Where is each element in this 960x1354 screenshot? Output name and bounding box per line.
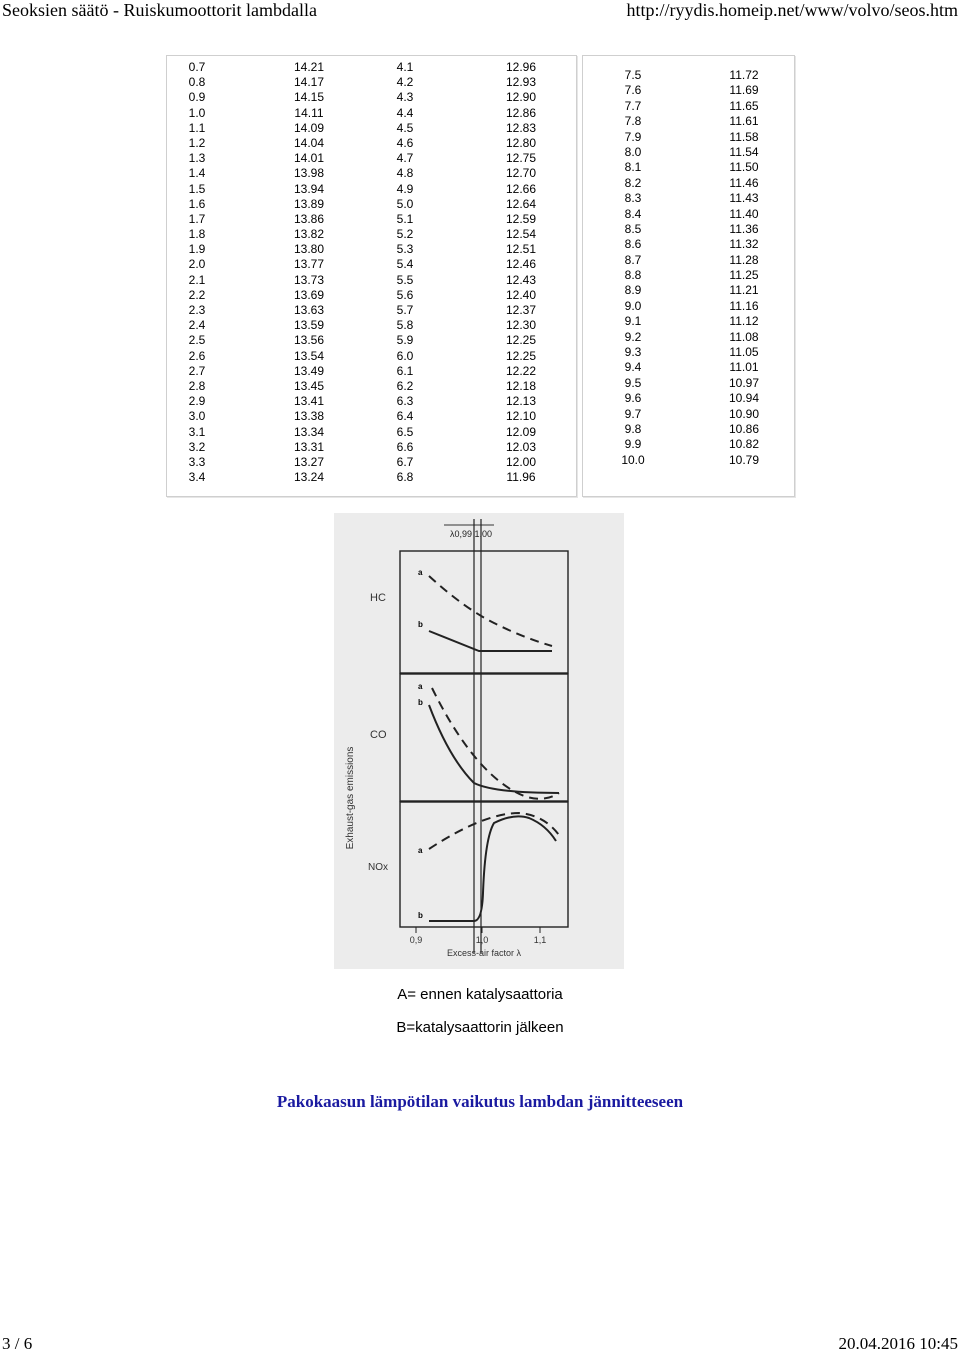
y-axis-label: Exhaust-gas emissions (345, 746, 356, 850)
table-cell: 9.7 (624, 406, 642, 421)
table-cell: 11.96 (506, 470, 536, 485)
table-cell: 1.4 (188, 166, 206, 181)
table-cell: 10.82 (728, 437, 760, 452)
table-cell: 10.0 (621, 452, 645, 467)
table-cell: 13.31 (293, 439, 325, 454)
page-number: 3 / 6 (2, 1334, 33, 1353)
table-cell: 0.8 (188, 75, 206, 90)
table-cell: 8.0 (624, 144, 642, 159)
table-cell: 14.04 (293, 135, 325, 150)
table-cell: 6.7 (396, 454, 414, 469)
table-cell: 12.66 (505, 181, 537, 196)
table-cell: 10.86 (728, 421, 760, 436)
table-cell: 12.75 (505, 151, 537, 166)
table-column (720, 68, 768, 468)
table-cell: 8.6 (624, 237, 642, 252)
table-cell: 11.54 (729, 144, 759, 159)
table-cell: 12.03 (505, 439, 537, 454)
table-cell: 1.6 (188, 196, 206, 211)
nox-label-b: b (418, 911, 423, 920)
table-cell: 13.54 (293, 348, 325, 363)
table-cell: 12.00 (505, 454, 537, 469)
table-cell: 12.37 (505, 303, 537, 317)
table-cell: 8.4 (624, 206, 642, 221)
table-cell: 14.15 (293, 90, 325, 105)
nox-curve-a (429, 813, 559, 849)
table-cell: 11.43 (729, 191, 759, 206)
table-cell: 8.1 (624, 160, 642, 175)
panel-label-co: CO (370, 729, 387, 741)
table-cell: 13.24 (293, 470, 325, 485)
page-url[interactable]: http://ryydis.homeip.net/www/volvo/seos.htm (626, 0, 958, 20)
table-cell: 11.69 (729, 83, 759, 98)
table-cell: 10.97 (728, 375, 760, 390)
table-cell: 11.61 (729, 114, 759, 129)
x-tick-label: 1,0 (475, 935, 489, 945)
co-label-a: a (418, 682, 423, 691)
table-cell: 13.69 (293, 287, 325, 302)
table-cell: 1.2 (188, 135, 206, 150)
table-cell: 12.46 (505, 257, 537, 272)
table-cell: 7.9 (624, 129, 642, 144)
table-cell: 12.40 (505, 287, 537, 302)
table-cell: 8.8 (624, 268, 642, 283)
table-cell: 5.0 (396, 196, 414, 211)
co-panel (400, 674, 568, 801)
table-cell: 13.59 (293, 318, 325, 333)
nox-curve-b (429, 816, 556, 921)
table-cell: 5.7 (396, 303, 414, 317)
table-cell: 13.49 (293, 363, 325, 378)
table-cell: 3.3 (188, 454, 206, 469)
x-axis-label: Excess-air factor λ (446, 948, 522, 958)
table-cell: 6.3 (396, 394, 414, 409)
table-cell: 2.2 (188, 287, 206, 302)
table-cell: 2.3 (188, 303, 206, 317)
table-cell: 7.6 (624, 83, 642, 98)
table-cell: 13.27 (293, 454, 325, 469)
table-cell: 11.46 (729, 175, 759, 190)
table-cell: 6.0 (396, 348, 414, 363)
table-cell: 12.70 (505, 166, 537, 181)
table-cell: 6.2 (396, 378, 414, 393)
caption-b: B=katalysaattorin jälkeen (396, 1019, 564, 1036)
table-cell: 11.65 (729, 98, 759, 113)
table-cell: 13.45 (293, 378, 325, 393)
table-cell: 2.5 (188, 333, 206, 348)
table-cell: 13.38 (293, 409, 325, 424)
ratio-table-right (582, 55, 795, 497)
table-cell: 5.1 (396, 211, 414, 226)
table-cell: 2.7 (188, 363, 206, 378)
table-cell: 12.09 (505, 424, 537, 439)
table-cell: 12.10 (505, 409, 537, 424)
table-cell: 3.4 (188, 470, 206, 485)
document-title: Seoksien säätö - Ruiskumoottorit lambdalla (2, 0, 317, 20)
table-cell: 8.9 (624, 283, 642, 298)
table-cell: 9.2 (624, 329, 642, 344)
table-cell: 14.21 (293, 60, 325, 74)
table-cell: 13.98 (293, 166, 325, 181)
table-cell: 11.36 (729, 221, 759, 236)
table-cell: 2.8 (188, 378, 206, 393)
table-cell: 0.9 (188, 90, 206, 105)
table-cell: 12.86 (505, 105, 537, 120)
table-cell: 6.4 (396, 409, 414, 424)
table-cell: 4.5 (396, 120, 414, 135)
table-cell: 13.34 (293, 424, 325, 439)
table-cell: 3.0 (188, 409, 206, 424)
table-cell: 9.4 (624, 360, 642, 375)
table-cell: 12.30 (505, 318, 537, 333)
table-cell: 3.2 (188, 439, 206, 454)
lambda-marker-label: λ0,99 1,00 (450, 529, 493, 539)
table-cell: 11.58 (729, 129, 759, 144)
caption-a: A= ennen katalysaattoria (397, 986, 563, 1003)
table-cell: 13.56 (293, 333, 325, 348)
table-cell: 4.7 (396, 151, 414, 166)
table-cell: 2.9 (188, 394, 206, 409)
table-cell: 5.3 (396, 242, 414, 257)
nox-label-a: a (418, 846, 423, 855)
table-cell: 11.16 (729, 298, 759, 313)
x-tick-label: 0,9 (409, 935, 423, 945)
table-cell: 12.51 (505, 242, 537, 257)
table-cell: 7.7 (624, 98, 642, 113)
panel-label-nox: NOx (368, 862, 388, 873)
table-cell: 1.9 (188, 242, 206, 257)
table-cell: 4.8 (396, 166, 414, 181)
table-cell: 11.01 (729, 360, 759, 375)
table-cell: 13.89 (293, 196, 325, 211)
emissions-figure (334, 513, 624, 969)
table-cell: 0.7 (188, 60, 206, 74)
table-cell: 9.9 (624, 437, 642, 452)
table-cell: 9.1 (624, 314, 642, 329)
table-cell: 13.86 (293, 211, 325, 226)
ratio-table-left (166, 55, 577, 497)
table-cell: 10.90 (728, 406, 760, 421)
hc-panel (400, 551, 568, 673)
table-cell: 4.6 (396, 135, 414, 150)
table-cell: 4.2 (396, 75, 414, 90)
section-title: Pakokaasun lämpötilan vaikutus lambdan jännitteeseen (276, 1092, 684, 1111)
table-cell: 2.6 (188, 348, 206, 363)
table-cell: 9.8 (624, 421, 642, 436)
table-cell: 12.54 (505, 227, 537, 242)
table-cell: 2.0 (188, 257, 206, 272)
table-cell: 12.93 (505, 75, 537, 90)
table-cell: 11.32 (729, 237, 759, 252)
table-cell: 12.25 (505, 348, 537, 363)
table-cell: 14.17 (293, 75, 325, 90)
table-cell: 5.2 (396, 227, 414, 242)
table-column (385, 60, 425, 485)
table-cell: 2.1 (188, 272, 206, 287)
table-cell: 4.1 (396, 60, 414, 74)
table-cell: 7.8 (624, 114, 642, 129)
table-cell: 11.72 (729, 68, 759, 82)
table-cell: 11.25 (729, 268, 759, 283)
table-cell: 6.5 (396, 424, 414, 439)
table-cell: 1.7 (188, 211, 206, 226)
table-cell: 8.5 (624, 221, 642, 236)
table-cell: 12.96 (505, 60, 537, 74)
table-cell: 11.12 (729, 314, 759, 329)
table-cell: 13.80 (293, 242, 325, 257)
table-cell: 3.1 (188, 424, 206, 439)
co-curve-a (432, 688, 559, 799)
table-cell: 13.63 (293, 303, 325, 317)
table-cell: 12.59 (505, 211, 537, 226)
hc-curve-a (429, 576, 552, 646)
table-cell: 8.3 (624, 191, 642, 206)
table-cell: 9.3 (624, 345, 642, 360)
table-cell: 4.3 (396, 90, 414, 105)
table-cell: 12.83 (505, 120, 537, 135)
hc-label-b: b (418, 620, 423, 629)
table-cell: 12.25 (505, 333, 537, 348)
table-cell: 12.80 (505, 135, 537, 150)
table-cell: 13.82 (293, 227, 325, 242)
table-cell: 5.4 (396, 257, 414, 272)
hc-label-a: a (418, 568, 423, 577)
table-cell: 12.43 (505, 272, 537, 287)
table-column (177, 60, 217, 485)
table-cell: 9.5 (624, 375, 642, 390)
table-column (285, 60, 333, 485)
table-cell: 1.3 (188, 151, 206, 166)
table-cell: 6.8 (396, 470, 414, 485)
table-cell: 6.6 (396, 439, 414, 454)
panel-label-hc: HC (370, 592, 386, 604)
table-cell: 11.05 (729, 345, 759, 360)
table-cell: 13.94 (293, 181, 325, 196)
table-cell: 11.50 (729, 160, 759, 175)
table-cell: 12.22 (505, 363, 537, 378)
table-cell: 10.94 (728, 391, 760, 406)
table-cell: 5.5 (396, 272, 414, 287)
print-datetime: 20.04.2016 10:45 (838, 1334, 958, 1353)
table-cell: 6.1 (396, 363, 414, 378)
table-cell: 9.0 (624, 298, 642, 313)
table-column (497, 60, 545, 485)
table-cell: 13.77 (293, 257, 325, 272)
table-cell: 1.1 (188, 120, 206, 135)
table-cell: 4.9 (396, 181, 414, 196)
co-label-b: b (418, 698, 423, 707)
table-cell: 11.28 (729, 252, 759, 267)
table-cell: 8.2 (624, 175, 642, 190)
table-cell: 5.6 (396, 287, 414, 302)
table-cell: 12.18 (505, 378, 537, 393)
table-cell: 1.0 (188, 105, 206, 120)
table-cell: 11.21 (729, 283, 759, 298)
table-cell: 11.40 (729, 206, 759, 221)
table-cell: 12.90 (505, 90, 537, 105)
table-cell: 13.73 (293, 272, 325, 287)
table-cell: 12.64 (505, 196, 537, 211)
table-cell: 1.5 (188, 181, 206, 196)
table-cell: 11.08 (729, 329, 759, 344)
x-tick-label: 1,1 (533, 935, 547, 945)
table-cell: 7.5 (624, 68, 642, 82)
table-cell: 1.8 (188, 227, 206, 242)
table-cell: 13.41 (293, 394, 325, 409)
table-cell: 14.01 (293, 151, 325, 166)
table-cell: 10.79 (728, 452, 760, 467)
table-cell: 8.7 (624, 252, 642, 267)
table-cell: 12.13 (505, 394, 537, 409)
table-cell: 2.4 (188, 318, 206, 333)
table-cell: 5.9 (396, 333, 414, 348)
table-cell: 5.8 (396, 318, 414, 333)
table-cell: 14.11 (294, 105, 324, 120)
table-column (613, 68, 653, 468)
table-cell: 9.6 (624, 391, 642, 406)
table-cell: 14.09 (293, 120, 325, 135)
table-cell: 4.4 (396, 105, 414, 120)
